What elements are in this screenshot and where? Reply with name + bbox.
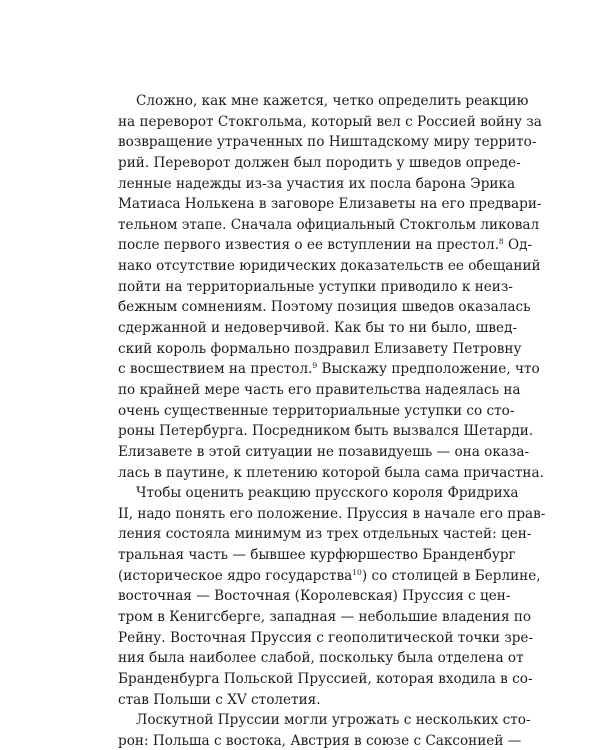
footnote-marker: 10 [352, 567, 362, 577]
text-run: возвращение утраченных по Ништадскому миру террито- [118, 134, 537, 151]
body-text [118, 91, 546, 750]
text-line [118, 421, 534, 442]
text-line [118, 297, 531, 318]
text-line [118, 318, 518, 339]
text-run: восточная — Восточная (Королевская) Пруссия с цен- [118, 588, 511, 605]
text-line [118, 524, 532, 545]
text-line [118, 690, 494, 711]
text-run: пойти на территориальные уступки приводило к неиз- [118, 278, 513, 295]
text-run: с восшествием на престол. [118, 361, 313, 378]
text-line [118, 256, 541, 277]
text-run: ления состояла минимум из трех отдельных частей: цен- [118, 526, 532, 543]
text-run: Матиаса Нолькена в заговоре Елизаветы на его предвари- [118, 196, 542, 213]
text-run: очень существенные территориальные уступки со сто- [118, 402, 515, 419]
text-line [118, 174, 516, 195]
text-line [118, 463, 544, 484]
text-run: Чтобы оценить реакцию прусского короля Фридриха [136, 485, 519, 502]
text-line [118, 504, 546, 525]
text-line [118, 607, 532, 628]
text-line [118, 359, 540, 380]
text-run: рон: Польша с востока, Австрия в союзе с Саксонией — [118, 732, 522, 749]
text-line [118, 586, 511, 607]
text-run: ленные надежды из-за участия их посла барона Эрика [118, 175, 516, 192]
text-line [118, 153, 521, 174]
text-run: II, надо понять его положение. Пруссия в начале его прав- [118, 505, 546, 522]
text-line [118, 648, 524, 669]
text-run: Бранденбурга Польской Пруссией, которая входила в со- [118, 670, 533, 687]
text-run: по крайней мере часть его правительства надеялась на [118, 381, 521, 398]
text-run: ) со столицей в Берлине, [361, 567, 541, 584]
text-line [118, 194, 542, 215]
text-line [118, 483, 519, 504]
text-line [118, 380, 521, 401]
text-line [118, 731, 522, 750]
text-run: тром в Кенигсберге, западная — небольшие владения по [118, 609, 532, 626]
text-run: (историческое ядро государства [118, 567, 353, 584]
text-line [118, 442, 530, 463]
text-run: после первого известия о ее вступлении на престол. [118, 237, 499, 254]
text-run: тральная часть — бывшее курфюршество Бранденбург [118, 547, 516, 564]
text-run: ния была наиболее слабой, поскольку была отделена от [118, 650, 524, 667]
text-line [118, 545, 516, 566]
text-line [118, 235, 533, 256]
footnote-marker: 8 [498, 237, 504, 247]
text-run: Сложно, как мне кажется, четко определить реакцию [136, 93, 529, 109]
text-line [118, 339, 522, 360]
text-run: ский король формально поздравил Елизавету Петровну [118, 340, 522, 357]
text-run: бежным сомнениям. Поэтому позиция шведов оказалась [118, 299, 531, 316]
text-line [118, 401, 515, 422]
text-line [118, 215, 540, 236]
text-line [118, 112, 542, 133]
text-run: Выскажу предположение, что [317, 361, 540, 378]
text-line [118, 628, 534, 649]
text-run: роны Петербурга. Посредником быть вызвался Шетарди. [118, 423, 534, 440]
text-line [118, 91, 529, 112]
text-run: Елизавете в этой ситуации не позавидуешь — она оказа- [118, 443, 530, 460]
text-run: Лоскутной Пруссии могли угрожать с нескольких сто- [136, 712, 531, 729]
text-run: нако отсутствие юридических доказательств ее обещаний [118, 258, 541, 275]
text-line [118, 566, 541, 587]
text-line [118, 710, 531, 731]
text-run: Рейну. Восточная Пруссия с геополитической точки зре- [118, 629, 534, 646]
text-line [118, 669, 533, 690]
text-run: рий. Переворот должен был породить у шведов опреде- [118, 154, 521, 171]
text-run: сдержанной и недоверчивой. Как бы то ни было, швед- [118, 320, 518, 337]
text-run: на переворот Стокгольма, который вел с Россией войну за [118, 113, 542, 130]
text-run: тельном этапе. Сначала официальный Стокгольм ликовал [118, 216, 540, 233]
text-line [118, 277, 513, 298]
text-run: став Польши с XV столетия. [118, 691, 321, 708]
footnote-marker: 9 [312, 361, 318, 371]
text-line [118, 132, 537, 153]
text-run: Од- [503, 237, 533, 254]
text-run: лась в паутине, к плетению которой была сама причастна. [118, 464, 544, 481]
